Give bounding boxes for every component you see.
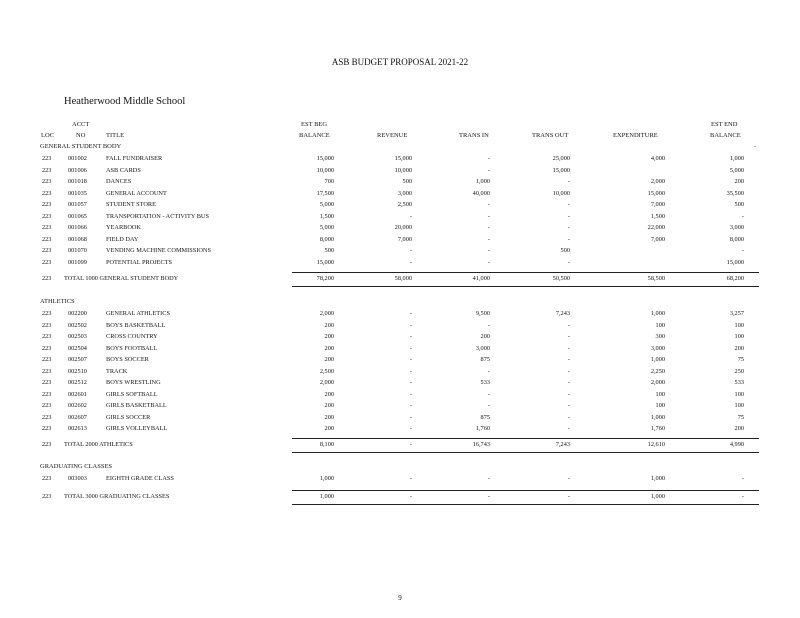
cell-tin: 1,760 xyxy=(475,425,490,432)
cell-beg: 200 xyxy=(324,425,334,432)
cell-tout: 25,000 xyxy=(552,155,570,162)
cell-beg: 10,000 xyxy=(316,166,334,174)
total-cell-tin: - xyxy=(487,492,490,500)
cell-beg: 500 xyxy=(324,247,334,255)
total-cell-loc: 223 xyxy=(42,275,52,282)
cell-beg: 200 xyxy=(324,333,334,340)
total-row xyxy=(0,493,800,504)
cell-rev: - xyxy=(409,321,412,329)
cell-exp: 2,000 xyxy=(650,379,665,386)
cell-end: 5,000 xyxy=(729,166,744,174)
cell-end: 100 xyxy=(734,321,744,329)
header-beg: BALANCE xyxy=(299,132,330,139)
header-no: NO xyxy=(76,132,86,139)
cell-beg: 15,000 xyxy=(316,258,334,266)
cell-rev: - xyxy=(409,413,412,421)
cell-title: YEARBOOK xyxy=(106,224,141,232)
cell-exp: 100 xyxy=(655,390,665,398)
section-heading: ATHLETICS xyxy=(40,298,75,305)
cell-acct: 001066 xyxy=(68,224,87,232)
total-cell-title: TOTAL 1000 GENERAL STUDENT BODY xyxy=(64,275,179,282)
cell-end: 533 xyxy=(734,379,744,386)
cell-loc: 223 xyxy=(42,201,52,209)
header-end-top: EST END xyxy=(711,121,738,128)
cell-rev: 500 xyxy=(402,178,412,186)
cell-tout: - xyxy=(567,235,570,243)
page-number: 9 xyxy=(398,594,402,602)
total-rule-bottom xyxy=(292,452,759,453)
cell-title: GIRLS BASKETBALL xyxy=(106,402,167,409)
cell-tin: - xyxy=(487,258,490,266)
table-row xyxy=(0,310,800,321)
cell-acct: 002601 xyxy=(68,390,87,398)
cell-end: 250 xyxy=(734,367,744,375)
total-cell-beg: 8,100 xyxy=(319,441,334,448)
header-acct-top: ACCT xyxy=(72,121,90,128)
total-rule-bottom xyxy=(292,504,759,505)
cell-loc: 223 xyxy=(42,379,52,386)
cell-title: VENDING MACHINE COMMISSIONS xyxy=(106,247,211,255)
cell-exp: 22,000 xyxy=(647,224,665,232)
cell-loc: 223 xyxy=(42,310,52,317)
cell-rev: - xyxy=(409,333,412,340)
cell-end: 75 xyxy=(737,356,744,363)
cell-tout: 10,000 xyxy=(552,189,570,197)
total-cell-rev: - xyxy=(409,441,412,448)
table-row xyxy=(0,368,800,379)
cell-rev: - xyxy=(409,475,412,482)
cell-beg: 2,000 xyxy=(319,310,334,317)
total-cell-loc: 223 xyxy=(42,492,52,500)
cell-rev: 3,000 xyxy=(397,189,412,197)
total-cell-end: 4,990 xyxy=(729,441,744,448)
cell-title: GIRLS SOFTBALL xyxy=(106,390,158,398)
cell-title: STUDENT STORE xyxy=(106,201,156,209)
school-name: Heatherwood Middle School xyxy=(64,96,186,107)
cell-title: BOYS SOCCER xyxy=(106,356,149,363)
cell-end: 3,257 xyxy=(729,310,744,317)
cell-loc: 223 xyxy=(42,258,52,266)
cell-rev: - xyxy=(409,344,412,352)
cell-loc: 223 xyxy=(42,425,52,432)
header-end: BALANCE xyxy=(710,132,741,139)
cell-tin: - xyxy=(487,475,490,482)
cell-rev: - xyxy=(409,247,412,255)
cell-acct: 001002 xyxy=(68,155,87,162)
cell-acct: 001068 xyxy=(68,235,87,243)
cell-beg: 17,500 xyxy=(316,189,334,197)
cell-rev: - xyxy=(409,258,412,266)
cell-tout: 500 xyxy=(560,247,570,255)
table-row xyxy=(0,224,800,235)
cell-tout: 15,000 xyxy=(552,166,570,174)
total-cell-beg: 1,000 xyxy=(319,492,334,500)
table-row xyxy=(0,190,800,201)
cell-tout: - xyxy=(567,367,570,375)
cell-loc: 223 xyxy=(42,224,52,232)
cell-title: GIRLS VOLLEYBALL xyxy=(106,425,168,432)
cell-exp: 100 xyxy=(655,321,665,329)
cell-tout: 7,243 xyxy=(555,310,570,317)
cell-tin: 40,000 xyxy=(472,189,490,197)
cell-tout: - xyxy=(567,379,570,386)
total-row xyxy=(0,441,800,452)
table-row xyxy=(0,236,800,247)
cell-acct: 001006 xyxy=(68,166,87,174)
cell-acct: 002504 xyxy=(68,344,87,352)
cell-title: DANCES xyxy=(106,178,132,186)
cell-tout: - xyxy=(567,333,570,340)
cell-rev: 2,500 xyxy=(397,201,412,209)
cell-exp: 15,000 xyxy=(647,189,665,197)
total-rule-bottom xyxy=(292,286,759,287)
cell-end: 200 xyxy=(734,344,744,352)
cell-rev: - xyxy=(409,356,412,363)
section-heading: GENERAL STUDENT BODY xyxy=(40,143,122,150)
cell-loc: 223 xyxy=(42,413,52,421)
cell-acct: 001018 xyxy=(68,178,87,186)
cell-tout: - xyxy=(567,402,570,409)
cell-end: 200 xyxy=(734,178,744,186)
cell-end: 15,000 xyxy=(726,258,744,266)
cell-beg: 2,500 xyxy=(319,367,334,375)
cell-tin: 1,000 xyxy=(475,178,490,186)
total-cell-title: TOTAL 2000 ATHLETICS xyxy=(64,441,133,448)
cell-tin: - xyxy=(487,247,490,255)
table-row xyxy=(0,414,800,425)
cell-exp: 3,000 xyxy=(650,344,665,352)
cell-tout: - xyxy=(567,258,570,266)
cell-title: EIGHTH GRADE CLASS xyxy=(106,475,174,482)
cell-exp: 2,000 xyxy=(650,178,665,186)
cell-acct: 002200 xyxy=(68,310,87,317)
cell-end: 3,000 xyxy=(729,224,744,232)
table-row xyxy=(0,201,800,212)
cell-beg: 200 xyxy=(324,344,334,352)
cell-end: 500 xyxy=(734,201,744,209)
table-row xyxy=(0,345,800,356)
cell-rev: - xyxy=(409,367,412,375)
cell-end: 100 xyxy=(734,390,744,398)
cell-acct: 001099 xyxy=(68,258,87,266)
cell-loc: 223 xyxy=(42,356,52,363)
cell-exp: 1,000 xyxy=(650,356,665,363)
cell-tout: - xyxy=(567,212,570,220)
header-beg-top: EST BEG xyxy=(301,121,328,128)
cell-tout: - xyxy=(567,475,570,482)
cell-beg: 200 xyxy=(324,321,334,329)
cell-beg: 1,500 xyxy=(319,212,334,220)
cell-beg: 200 xyxy=(324,413,334,421)
cell-title: POTENTIAL PROJECTS xyxy=(106,258,173,266)
header-revenue: REVENUE xyxy=(377,132,408,139)
cell-rev: 10,000 xyxy=(394,166,412,174)
cell-acct: 003003 xyxy=(68,475,87,482)
section-heading: GRADUATING CLASSES xyxy=(40,463,113,470)
total-cell-tout: 7,243 xyxy=(555,441,570,448)
cell-tin: - xyxy=(487,224,490,232)
cell-loc: 223 xyxy=(42,178,52,186)
cell-tout: - xyxy=(567,413,570,421)
cell-tin: 533 xyxy=(480,379,490,386)
cell-acct: 001057 xyxy=(68,201,87,209)
cell-loc: 223 xyxy=(42,212,52,220)
cell-tout: - xyxy=(567,178,570,186)
cell-exp: 2,250 xyxy=(650,367,665,375)
cell-beg: 200 xyxy=(324,356,334,363)
cell-loc: 223 xyxy=(42,166,52,174)
cell-tin: - xyxy=(487,155,490,162)
cell-end: - xyxy=(741,475,744,482)
total-cell-tin: 41,000 xyxy=(472,275,490,282)
cell-exp: 1,000 xyxy=(650,475,665,482)
cell-loc: 223 xyxy=(42,402,52,409)
cell-title: GENERAL ACCOUNT xyxy=(106,189,167,197)
cell-end: 100 xyxy=(734,402,744,409)
header-loc: LOC xyxy=(41,132,54,139)
cell-rev: - xyxy=(409,402,412,409)
cell-rev: - xyxy=(409,390,412,398)
cell-rev: 7,000 xyxy=(397,235,412,243)
table-row xyxy=(0,247,800,258)
cell-rev: - xyxy=(409,212,412,220)
cell-loc: 223 xyxy=(42,344,52,352)
cell-end: 35,500 xyxy=(726,189,744,197)
cell-title: TRACK xyxy=(106,367,128,375)
total-rule-top xyxy=(292,490,759,491)
cell-acct: 001035 xyxy=(68,189,87,197)
cell-beg: 5,000 xyxy=(319,224,334,232)
total-cell-tout: 50,500 xyxy=(552,275,570,282)
cell-beg: 200 xyxy=(324,402,334,409)
cell-exp: 100 xyxy=(655,402,665,409)
table-row xyxy=(0,167,800,178)
header-trans-in: TRANS IN xyxy=(459,132,489,139)
header-trans-out: TRANS OUT xyxy=(532,132,569,139)
total-cell-exp: 58,500 xyxy=(647,275,665,282)
cell-title: GIRLS SOCCER xyxy=(106,413,151,421)
table-row xyxy=(0,402,800,413)
cell-end: 75 xyxy=(737,413,744,421)
cell-acct: 002512 xyxy=(68,379,87,386)
cell-tout: - xyxy=(567,201,570,209)
cell-rev: 15,000 xyxy=(394,155,412,162)
cell-beg: 2,000 xyxy=(319,379,334,386)
cell-loc: 223 xyxy=(42,321,52,329)
total-cell-rev: - xyxy=(409,492,412,500)
table-row xyxy=(0,475,800,486)
header-expenditure: EXPENDITURE xyxy=(613,132,658,139)
cell-tout: - xyxy=(567,321,570,329)
cell-title: FIELD DAY xyxy=(106,235,139,243)
cell-exp: 7,000 xyxy=(650,235,665,243)
total-cell-end: - xyxy=(741,492,744,500)
table-row xyxy=(0,178,800,189)
cell-tin: - xyxy=(487,166,490,174)
cell-exp: 7,000 xyxy=(650,201,665,209)
cell-tin: 875 xyxy=(480,356,490,363)
cell-tout: - xyxy=(567,390,570,398)
cell-loc: 223 xyxy=(42,333,52,340)
table-row xyxy=(0,322,800,333)
cell-beg: 1,000 xyxy=(319,475,334,482)
table-row xyxy=(0,155,800,166)
total-cell-title: TOTAL 3000 GRADUATING CLASSES xyxy=(64,492,170,500)
cell-title: GENERAL ATHLETICS xyxy=(106,310,170,317)
cell-acct: 001070 xyxy=(68,247,87,255)
cell-end: 8,000 xyxy=(729,235,744,243)
cell-acct: 002502 xyxy=(68,321,87,329)
cell-tout: - xyxy=(567,224,570,232)
cell-exp: 300 xyxy=(655,333,665,340)
cell-acct: 002510 xyxy=(68,367,87,375)
total-rule-top xyxy=(292,438,759,439)
cell-title: FALL FUNDRAISER xyxy=(106,155,163,162)
cell-beg: 700 xyxy=(324,178,334,186)
report-title: ASB BUDGET PROPOSAL 2021-22 xyxy=(331,57,469,67)
cell-exp: 1,000 xyxy=(650,413,665,421)
cell-beg: 8,000 xyxy=(319,235,334,243)
total-rule-top xyxy=(292,272,759,273)
table-row xyxy=(0,379,800,390)
table-row xyxy=(0,425,800,436)
cell-tin: - xyxy=(487,402,490,409)
cell-tin: - xyxy=(487,201,490,209)
total-cell-tout: - xyxy=(567,492,570,500)
cell-tin: - xyxy=(487,321,490,329)
cell-title: BOYS WRESTLING xyxy=(106,379,161,386)
cell-tin: - xyxy=(487,390,490,398)
table-row xyxy=(0,213,800,224)
total-cell-loc: 223 xyxy=(42,441,52,448)
cell-tin: 875 xyxy=(480,413,490,421)
cell-beg: 15,000 xyxy=(316,155,334,162)
cell-tin: 3,000 xyxy=(475,344,490,352)
cell-tin: - xyxy=(487,367,490,375)
cell-tin: - xyxy=(487,212,490,220)
cell-end: - xyxy=(741,247,744,255)
cell-end: 1,000 xyxy=(729,155,744,162)
cell-loc: 223 xyxy=(42,189,52,197)
cell-acct: 002607 xyxy=(68,413,87,421)
cell-title: TRANSPORTATION - ACTIVITY BUS xyxy=(106,212,209,220)
top-dash: - xyxy=(754,144,756,150)
cell-acct: 002602 xyxy=(68,402,87,409)
cell-tin: - xyxy=(487,235,490,243)
cell-title: BOYS FOOTBALL xyxy=(106,344,158,352)
table-row xyxy=(0,356,800,367)
cell-rev: - xyxy=(409,310,412,317)
cell-exp: 1,760 xyxy=(650,425,665,432)
cell-title: ASB CARDS xyxy=(106,166,141,174)
cell-exp: 4,000 xyxy=(650,155,665,162)
cell-end: 200 xyxy=(734,425,744,432)
cell-exp: 1,000 xyxy=(650,310,665,317)
total-cell-exp: 12,610 xyxy=(647,441,665,448)
cell-tout: - xyxy=(567,425,570,432)
table-row xyxy=(0,391,800,402)
cell-rev: - xyxy=(409,379,412,386)
cell-acct: 002507 xyxy=(68,356,87,363)
cell-loc: 223 xyxy=(42,235,52,243)
table-row xyxy=(0,333,800,344)
cell-tout: - xyxy=(567,344,570,352)
cell-end: - xyxy=(741,212,744,220)
cell-rev: - xyxy=(409,425,412,432)
table-row xyxy=(0,259,800,270)
cell-title: BOYS BASKETBALL xyxy=(106,321,166,329)
total-row xyxy=(0,275,800,286)
cell-tin: 200 xyxy=(480,333,490,340)
cell-tout: - xyxy=(567,356,570,363)
total-cell-beg: 78,200 xyxy=(316,275,334,282)
cell-acct: 002613 xyxy=(68,425,87,432)
cell-acct: 002503 xyxy=(68,333,87,340)
cell-tin: 9,500 xyxy=(475,310,490,317)
cell-beg: 200 xyxy=(324,390,334,398)
cell-rev: 20,000 xyxy=(394,224,412,232)
cell-loc: 223 xyxy=(42,247,52,255)
total-cell-tin: 16,743 xyxy=(472,441,490,448)
cell-exp: 1,500 xyxy=(650,212,665,220)
cell-acct: 001065 xyxy=(68,212,87,220)
cell-beg: 5,000 xyxy=(319,201,334,209)
cell-loc: 223 xyxy=(42,155,52,162)
cell-loc: 223 xyxy=(42,367,52,375)
total-cell-exp: 1,000 xyxy=(650,492,665,500)
cell-title: CROSS COUNTRY xyxy=(106,333,158,340)
total-cell-end: 68,200 xyxy=(726,275,744,282)
cell-end: 100 xyxy=(734,333,744,340)
total-cell-rev: 58,000 xyxy=(394,275,412,282)
header-title: TITLE xyxy=(106,132,125,139)
cell-loc: 223 xyxy=(42,475,52,482)
cell-loc: 223 xyxy=(42,390,52,398)
